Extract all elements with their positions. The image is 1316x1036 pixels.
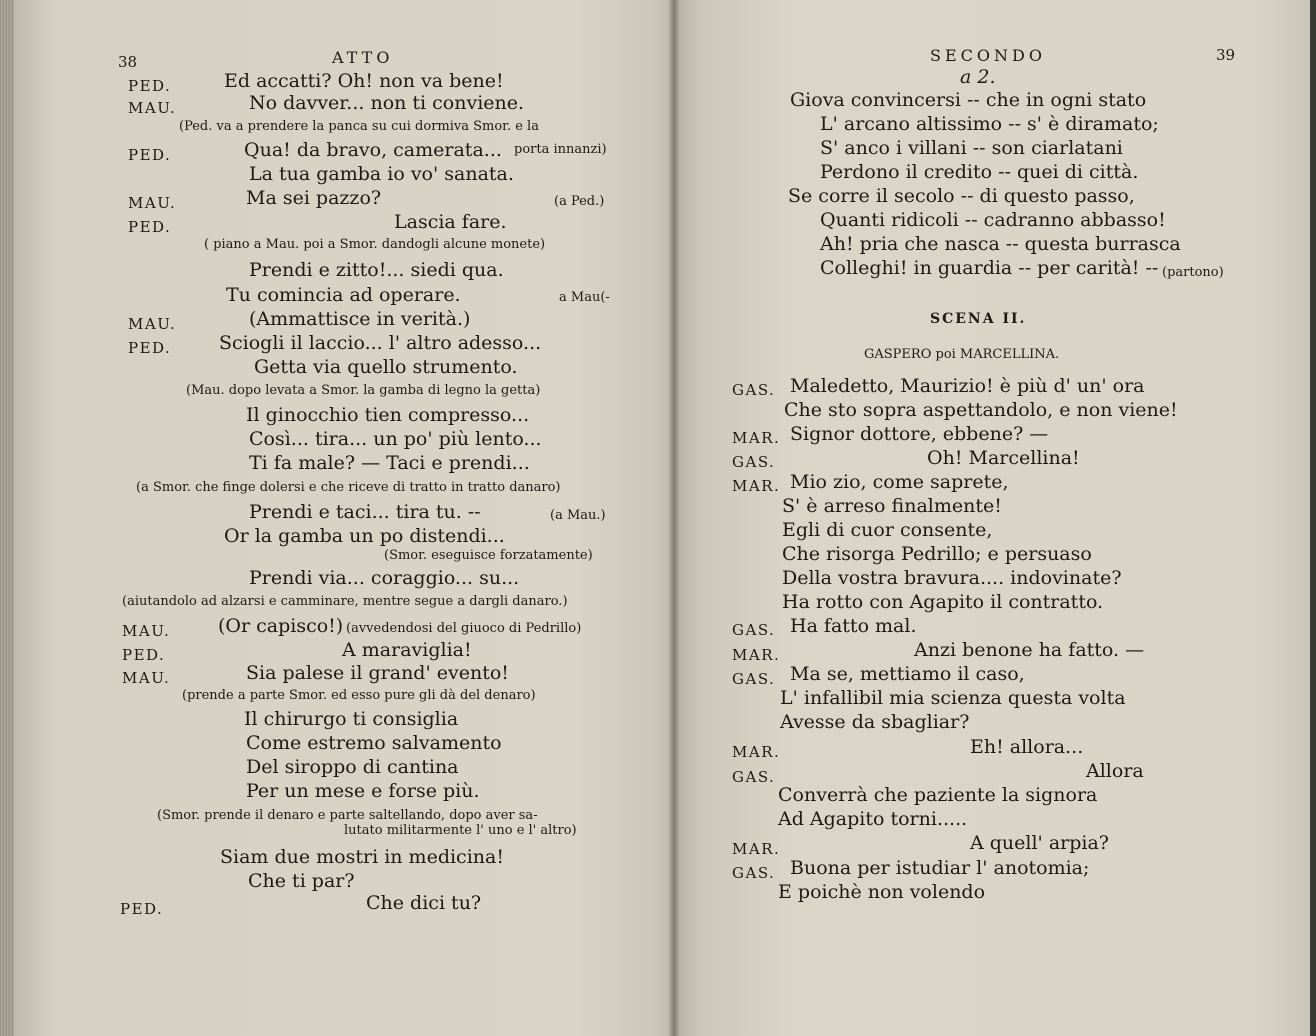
verse-line: Che risorga Pedrillo; e persuaso xyxy=(782,543,1092,565)
stage-direction: (partono) xyxy=(1162,265,1224,280)
left-page xyxy=(14,0,674,1036)
stage-direction: (a Smor. che finge dolersi e che riceve di tratto in tratto danaro) xyxy=(136,480,561,495)
verse-line: A quell' arpia? xyxy=(970,832,1109,854)
speaker-label: MAU. xyxy=(128,194,177,212)
speaker-label: GAS. xyxy=(732,381,776,399)
verse-line: Il chirurgo ti consiglia xyxy=(244,708,459,730)
verse-line: Oh! Marcellina! xyxy=(927,447,1080,469)
verse-line: Se corre il secolo -- di questo passo, xyxy=(788,185,1135,207)
verse-line: Ed accatti? Oh! non va bene! xyxy=(224,70,504,92)
verse-line: Buona per istudiar l' anotomia; xyxy=(790,857,1090,879)
speaker-label: MAU. xyxy=(122,669,171,687)
verse-line: Che dici tu? xyxy=(366,892,482,914)
verse-line: Or la gamba un po distendi... xyxy=(224,525,505,547)
left-running-header: ATTO xyxy=(332,48,394,67)
right-running-header: SECONDO xyxy=(930,46,1046,65)
verse-line: Ha fatto mal. xyxy=(790,615,917,637)
verse-line: Eh! allora... xyxy=(970,736,1084,758)
speaker-label: GAS. xyxy=(732,768,776,786)
speaker-label: GAS. xyxy=(732,670,776,688)
verse-line: Converrà che paziente la signora xyxy=(778,784,1098,806)
verse-line: Ah! pria che nasca -- questa burrasca xyxy=(820,233,1181,255)
stage-direction: (Smor. prende il denaro e parte saltellando, dopo aver sa- xyxy=(157,808,538,823)
stage-direction: a Mau(- xyxy=(559,290,610,305)
right-page xyxy=(674,0,1310,1036)
stage-direction: (a Mau.) xyxy=(550,508,606,523)
verse-line: Mio zio, come saprete, xyxy=(790,471,1009,493)
speaker-label: GAS. xyxy=(732,864,776,882)
verse-line: Prendi e zitto!... siedi qua. xyxy=(249,259,504,281)
stage-direction: (Mau. dopo levata a Smor. la gamba di legno la getta) xyxy=(186,383,541,398)
verse-line: Avesse da sbagliar? xyxy=(780,711,970,733)
verse-line: No davver... non ti conviene. xyxy=(249,92,525,114)
verse-line: A maraviglia! xyxy=(342,639,472,661)
speaker-label: PED. xyxy=(128,77,172,95)
verse-line: La tua gamba io vo' sanata. xyxy=(249,163,514,185)
verse-line: Maledetto, Maurizio! è più d' un' ora xyxy=(790,375,1145,397)
verse-line: Come estremo salvamento xyxy=(246,732,502,754)
speaker-label: MAR. xyxy=(732,743,781,761)
verse-line: Del siroppo di cantina xyxy=(246,756,459,778)
scene-heading: SCENA II. xyxy=(930,311,1027,327)
speaker-label: PED. xyxy=(128,218,172,236)
verse-line: (Ammattisce in verità.) xyxy=(249,308,471,330)
stage-direction: (aiutandolo ad alzarsi e camminare, mentre segue a dargli danaro.) xyxy=(122,594,568,609)
verse-line: Egli di cuor consente, xyxy=(782,519,993,541)
verse-line: Ha rotto con Agapito il contratto. xyxy=(782,591,1104,613)
book-gutter xyxy=(668,0,680,1036)
duet-marker: a 2. xyxy=(960,66,996,88)
verse-line: L' arcano altissimo -- s' è diramato; xyxy=(820,113,1159,135)
verse-line: Che ti par? xyxy=(248,870,355,892)
stage-direction: (Smor. eseguisce forzatamente) xyxy=(384,548,593,563)
verse-line: Signor dottore, ebbene? — xyxy=(790,423,1049,445)
verse-line: Giova convincersi -- che in ogni stato xyxy=(790,89,1147,111)
verse-line: Quanti ridicoli -- cadranno abbasso! xyxy=(820,209,1166,231)
verse-line: Che sto sopra aspettandolo, e non viene! xyxy=(784,399,1178,421)
stage-direction: (Ped. va a prendere la panca su cui dormiva Smor. e la xyxy=(179,119,539,134)
speaker-label: MAU. xyxy=(128,315,177,333)
right-page-number: 39 xyxy=(1216,46,1236,64)
verse-line: Il ginocchio tien compresso... xyxy=(246,404,530,426)
speaker-label: MAR. xyxy=(732,840,781,858)
speaker-label: PED. xyxy=(122,646,166,664)
verse-line: Getta via quello strumento. xyxy=(254,356,518,378)
verse-line: S' è arreso finalmente! xyxy=(782,495,1002,517)
speaker-label: PED. xyxy=(128,339,172,357)
verse-line: Tu comincia ad operare. xyxy=(226,284,461,306)
page-edge-stack xyxy=(0,0,14,1036)
speaker-label: MAR. xyxy=(732,429,781,447)
verse-line: Prendi e taci... tira tu. -- xyxy=(249,501,481,523)
verse-line: Qua! da bravo, camerata... xyxy=(244,139,502,161)
verse-line: E poichè non volendo xyxy=(778,881,986,903)
speaker-label: PED. xyxy=(120,900,164,918)
speaker-label: PED. xyxy=(128,146,172,164)
verse-line: Lascia fare. xyxy=(394,211,507,233)
verse-line: Ti fa male? — Taci e prendi... xyxy=(249,452,530,474)
verse-line: (Or capisco!) xyxy=(218,615,344,637)
verse-line: Per un mese e forse più. xyxy=(246,780,480,802)
verse-line: Anzi benone ha fatto. — xyxy=(914,639,1145,661)
verse-line: Siam due mostri in medicina! xyxy=(220,846,504,868)
speaker-label: MAU. xyxy=(122,622,171,640)
scene-characters: GASPERO poi MARCELLINA. xyxy=(864,347,1060,362)
left-page-number: 38 xyxy=(118,53,138,71)
speaker-label: GAS. xyxy=(732,453,776,471)
verse-line: Ma sei pazzo? xyxy=(246,187,382,209)
speaker-label: MAR. xyxy=(732,646,781,664)
verse-line: Allora xyxy=(1086,760,1144,782)
verse-line: Prendi via... coraggio... su... xyxy=(249,567,520,589)
stage-direction: ( piano a Mau. poi a Smor. dandogli alcune monete) xyxy=(204,237,546,252)
speaker-label: MAU. xyxy=(128,99,177,117)
stage-direction: porta innanzi) xyxy=(514,142,607,157)
verse-line: Perdono il credito -- quei di città. xyxy=(820,161,1139,183)
verse-line: Ma se, mettiamo il caso, xyxy=(790,663,1025,685)
verse-line: Sciogli il laccio... l' altro adesso... xyxy=(219,332,542,354)
verse-line: Colleghi! in guardia -- per carità! -- xyxy=(820,257,1159,279)
verse-line: Sia palese il grand' evento! xyxy=(246,662,509,684)
verse-line: L' infallibil mia scienza questa volta xyxy=(780,687,1126,709)
verse-line: Così... tira... un po' più lento... xyxy=(249,428,542,450)
verse-line: Ad Agapito torni..... xyxy=(778,808,968,830)
stage-direction: (prende a parte Smor. ed esso pure gli dà del denaro) xyxy=(182,688,536,703)
speaker-label: MAR. xyxy=(732,477,781,495)
stage-direction: lutato militarmente l' uno e l' altro) xyxy=(344,823,577,838)
speaker-label: GAS. xyxy=(732,621,776,639)
verse-line: S' anco i villani -- son ciarlatani xyxy=(820,137,1123,159)
stage-direction: (avvedendosi del giuoco di Pedrillo) xyxy=(346,621,582,636)
verse-line: Della vostra bravura.... indovinate? xyxy=(782,567,1122,589)
stage-direction: (a Ped.) xyxy=(554,194,605,209)
